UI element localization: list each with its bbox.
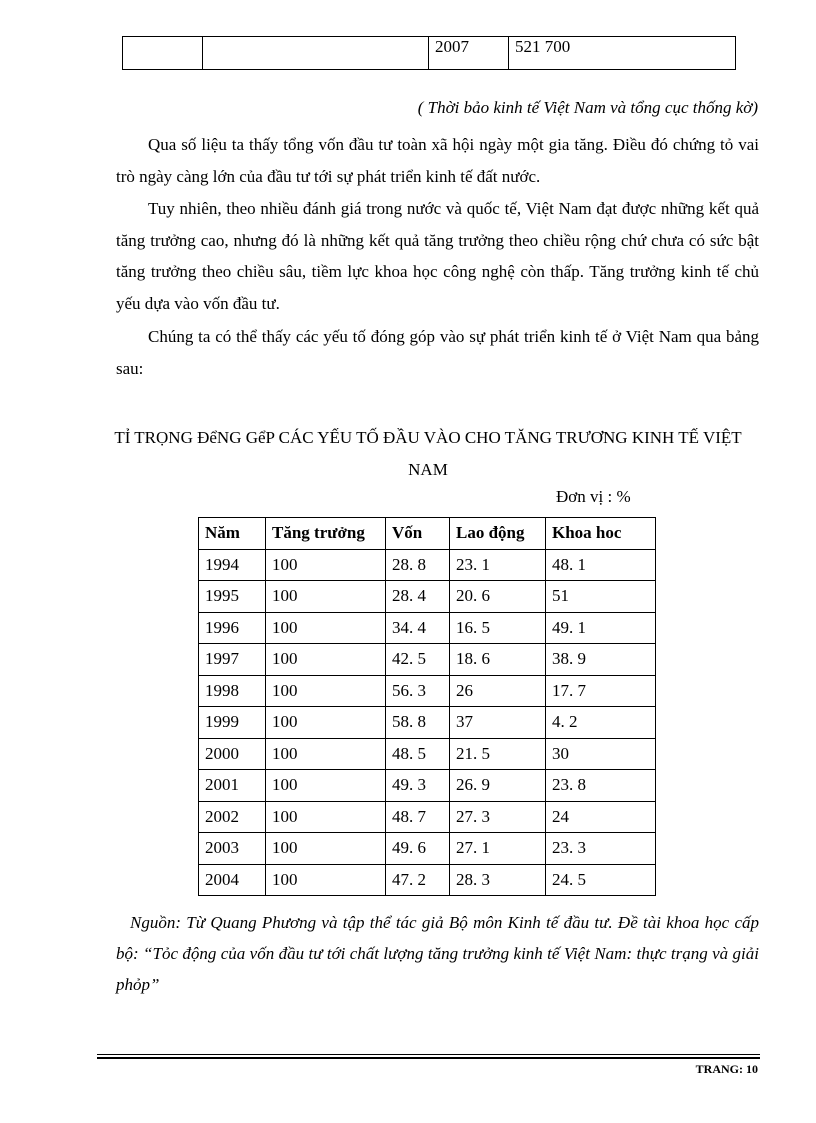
table-header-row <box>199 518 656 550</box>
table-row <box>199 549 656 581</box>
header-year: Năm <box>199 518 266 550</box>
table-cell: 49. 6 <box>386 833 450 865</box>
table-cell: 21. 5 <box>450 738 546 770</box>
table-cell: 1996 <box>199 612 266 644</box>
table-cell: 26 <box>450 675 546 707</box>
table-cell: 23. 1 <box>450 549 546 581</box>
footer-rule <box>97 1054 760 1055</box>
table-cell: 23. 8 <box>546 770 656 802</box>
table-cell: 17. 7 <box>546 675 656 707</box>
table-cell: 30 <box>546 738 656 770</box>
table-cell <box>123 37 203 70</box>
table-cell: 100 <box>266 833 386 865</box>
footer-rule-thick <box>97 1057 760 1059</box>
table-cell: 100 <box>266 864 386 896</box>
unit-label: Đơn vị : % <box>556 487 631 506</box>
table-cell: 1994 <box>199 549 266 581</box>
table-cell: 100 <box>266 581 386 613</box>
paragraph-3: Chúng ta có thể thấy các yếu tố đóng góp vào sự phát triển kinh tế ở Việt Nam qua bảng sau: <box>116 327 759 378</box>
table-cell: 100 <box>266 644 386 676</box>
table-row <box>199 612 656 644</box>
table-row <box>199 770 656 802</box>
header-science: Khoa hoc <box>546 518 656 550</box>
table-cell: 51 <box>546 581 656 613</box>
table-cell: 20. 6 <box>450 581 546 613</box>
table-cell: 27. 3 <box>450 801 546 833</box>
table-cell: 49. 1 <box>546 612 656 644</box>
header-capital: Vốn <box>386 518 450 550</box>
table-cell: 26. 9 <box>450 770 546 802</box>
table-cell: 58. 8 <box>386 707 450 739</box>
table-cell: 38. 9 <box>546 644 656 676</box>
source-note-bottom: Nguồn: Từ Quang Phương và tập thể tác giả Bộ môn Kinh tế đầu tư. Đề tài khoa học cấp bộ: “Tỏc động của vốn đầu tư tới chất lượng tăng trưởng kinh tế Việt Nam: thực trạng và giải phỏp” <box>116 913 759 994</box>
table-cell: 100 <box>266 738 386 770</box>
table-row <box>199 707 656 739</box>
table-row <box>199 864 656 896</box>
table-cell: 1998 <box>199 675 266 707</box>
table-cell: 28. 3 <box>450 864 546 896</box>
table-cell: 28. 4 <box>386 581 450 613</box>
table-cell: 2000 <box>199 738 266 770</box>
table-row <box>199 644 656 676</box>
table-cell: 100 <box>266 549 386 581</box>
paragraph-1: Qua số liệu ta thấy tổng vốn đầu tư toàn xã hội ngày một gia tăng. Điều đó chứng tỏ vai trò ngày càng lớn của đầu tư tới sự phát triển kinh tế đất nước. <box>116 135 759 186</box>
table-cell: 100 <box>266 707 386 739</box>
table-row <box>199 801 656 833</box>
contribution-table <box>198 517 656 896</box>
table-row <box>199 738 656 770</box>
table-cell: 47. 2 <box>386 864 450 896</box>
table-cell: 2002 <box>199 801 266 833</box>
table-row <box>123 37 736 70</box>
table-cell: 24 <box>546 801 656 833</box>
table-cell <box>203 37 429 70</box>
table-cell: 56. 3 <box>386 675 450 707</box>
table-cell: 37 <box>450 707 546 739</box>
header-growth: Tăng trưởng <box>266 518 386 550</box>
table-cell: 2001 <box>199 770 266 802</box>
table-cell: 48. 1 <box>546 549 656 581</box>
table-cell: 48. 5 <box>386 738 450 770</box>
table-cell: 100 <box>266 612 386 644</box>
table-cell: 16. 5 <box>450 612 546 644</box>
table-cell: 1997 <box>199 644 266 676</box>
table-cell: 100 <box>266 770 386 802</box>
table-cell: 2003 <box>199 833 266 865</box>
table-cell: 28. 8 <box>386 549 450 581</box>
table-cell: 49. 3 <box>386 770 450 802</box>
paragraph-2: Tuy nhiên, theo nhiều đánh giá trong nước và quốc tế, Việt Nam đạt được những kết quả tăng trưởng cao, nhưng đó là những kết quả tăng trưởng theo chiều rộng chứ chưa có sức bật tăng trưởng theo chiều sâu, tiềm lực khoa học công nghệ còn thấp. Tăng trưởng kinh tế chủ yếu dựa vào vốn đầu tư. <box>116 199 759 313</box>
page-number: TRANG: 10 <box>695 1062 758 1076</box>
table-cell: 521 700 <box>509 37 736 70</box>
table-cell: 1995 <box>199 581 266 613</box>
table-cell: 24. 5 <box>546 864 656 896</box>
table-cell: 1999 <box>199 707 266 739</box>
table-cell: 42. 5 <box>386 644 450 676</box>
top-table-fragment <box>122 36 736 70</box>
table-row <box>199 833 656 865</box>
table-row <box>199 581 656 613</box>
header-labor: Lao động <box>450 518 546 550</box>
table-cell: 23. 3 <box>546 833 656 865</box>
table-cell: 27. 1 <box>450 833 546 865</box>
table-row <box>199 675 656 707</box>
table-cell: 100 <box>266 801 386 833</box>
table-cell: 4. 2 <box>546 707 656 739</box>
table-cell: 2007 <box>429 37 509 70</box>
table-cell: 34. 4 <box>386 612 450 644</box>
table-title: TỈ TRỌNG ĐểNG GểP CÁC YẾU TỐ ĐẦU VÀO CHO TĂNG TRƯƠNG KINH TẾ VIỆT NAM <box>114 428 742 479</box>
table-cell: 18. 6 <box>450 644 546 676</box>
table-cell: 48. 7 <box>386 801 450 833</box>
table-cell: 100 <box>266 675 386 707</box>
table-cell: 2004 <box>199 864 266 896</box>
source-note-top: ( Thời bảo kinh tế Việt Nam và tổng cục thống kờ) <box>417 98 758 117</box>
